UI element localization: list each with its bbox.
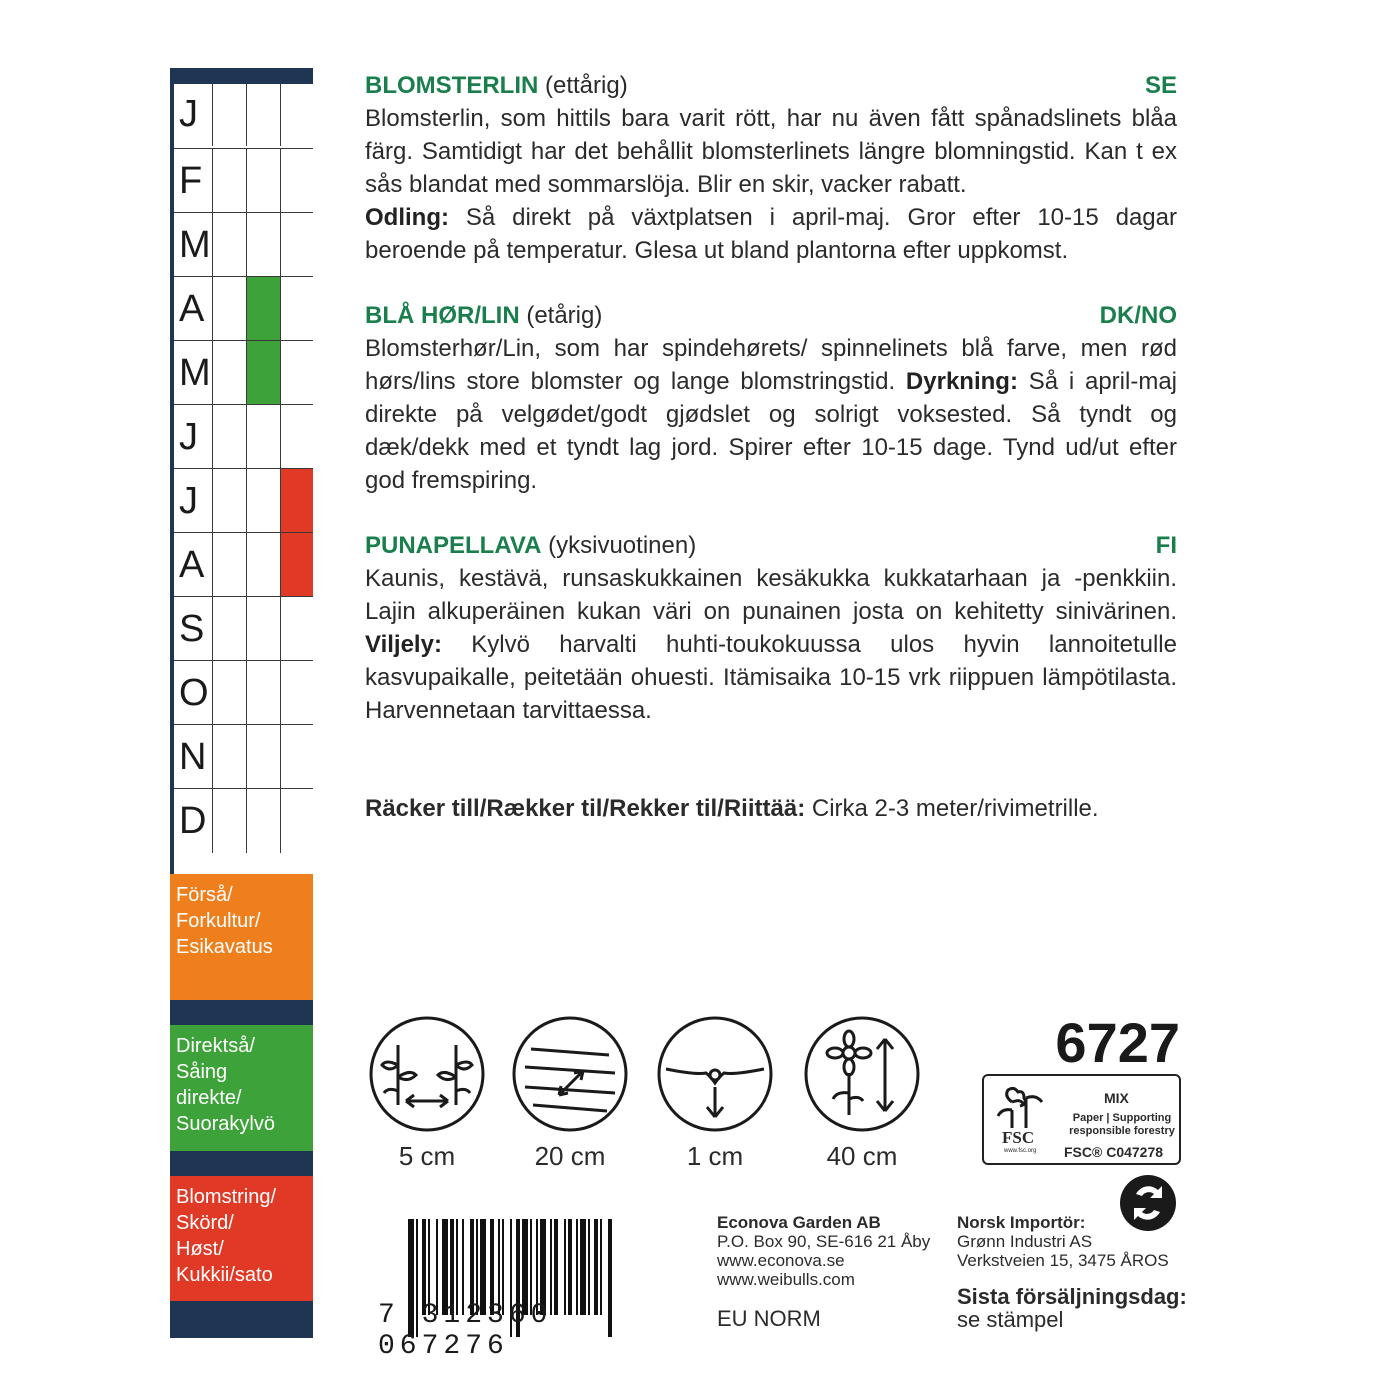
language-code: SE [1144, 72, 1177, 99]
calendar-cell [280, 149, 313, 213]
importer-label: Norsk Importör: [957, 1213, 1086, 1232]
calendar-cell [246, 277, 280, 341]
month-letter: N [179, 736, 207, 778]
calendar-row [174, 532, 313, 596]
coverage-value: Cirka 2-3 meter/rivimetrille. [811, 795, 1099, 822]
calendar-cell [246, 149, 280, 213]
company-website: www.econova.se [717, 1251, 845, 1270]
calendar-cell [212, 405, 246, 469]
legend-presow-line: Förså/ [176, 884, 233, 906]
month-letter: J [179, 416, 198, 458]
section-swedish [365, 69, 1177, 267]
section-finnish [365, 529, 1177, 727]
legend-direct-sow [170, 1025, 313, 1151]
product-number: 6727 [1055, 1011, 1180, 1074]
sowing-depth [650, 1015, 780, 1172]
calendar-row [174, 468, 313, 532]
calendar-cell [246, 725, 280, 789]
month-letter: F [179, 160, 203, 202]
sowing-depth-icon [656, 1015, 774, 1133]
calendar-row [174, 596, 313, 660]
calendar-row [174, 148, 313, 212]
section-body [365, 102, 1177, 267]
description: Blomsterhør/Lin, som har spindehørets/ spinnelinets blå farve, men rød hørs/lins store blomster og lange blomstringstid. [365, 335, 1177, 395]
plant-spacing-icon [368, 1015, 486, 1133]
fsc-logo-text: FSC [1002, 1128, 1035, 1147]
legend-direct-line: Direktså/ [176, 1035, 255, 1057]
product-subtitle: (etårig) [526, 302, 603, 329]
product-subtitle: (yksivuotinen) [548, 532, 697, 559]
importer-info [957, 1213, 1169, 1270]
month-letter: J [179, 480, 198, 522]
legend-bloom [170, 1176, 313, 1301]
company-info [717, 1213, 930, 1289]
fsc-description: Paper | Supporting responsible forestry [1069, 1112, 1175, 1137]
section-body [365, 562, 1177, 727]
calendar-cell [212, 213, 246, 277]
fsc-mix: MIX [1104, 1090, 1129, 1106]
legend-bloom-line: Høst/ [176, 1238, 224, 1260]
section-title [365, 299, 602, 332]
last-sale-value: se stämpel [957, 1307, 1064, 1332]
calendar-row [174, 724, 313, 788]
language-code: DK/NO [1099, 302, 1177, 329]
plant-height-label: 40 cm [826, 1141, 898, 1171]
row-spacing-icon [511, 1015, 629, 1133]
legend-bloom-line: Kukkii/sato [176, 1264, 273, 1286]
legend-direct-line: Såing [176, 1061, 228, 1083]
plant-spacing [362, 1015, 492, 1172]
month-letter: M [179, 352, 211, 394]
month-letter: A [179, 544, 205, 586]
calendar-cell [280, 213, 313, 277]
calendar-row [174, 660, 313, 724]
section-title [365, 529, 696, 562]
month-letter: M [179, 224, 211, 266]
legend-presow-line: Forkultur/ [176, 910, 261, 932]
description: Kaunis, kestävä, runsaskukkainen kesäkukka kukkatarhaan ja -penkkiin. Lajin alkuperäinen kukan väri on punainen josta on kehitetty sinivärinen. [365, 565, 1177, 625]
month-letter: O [179, 672, 209, 714]
plant-height [797, 1015, 927, 1172]
calendar-row [174, 788, 313, 852]
legend-bloom-line: Skörd/ [176, 1212, 234, 1234]
calendar-cell [246, 533, 280, 597]
product-name: BLOMSTERLIN [365, 72, 539, 99]
calendar-row [174, 340, 313, 404]
last-sale-date [957, 1285, 1187, 1331]
cultivation-text: Så i april-maj direkte på velgødet/godt gjødslet og solrigt voksested. Så tyndt og dæk/dekk med et tyndt lag jord. Spirer efter 10-15 dage. Tynd ud/ut efter god fremspiring. [365, 368, 1178, 494]
company-name: Econova Garden AB [717, 1213, 881, 1232]
calendar-cell [280, 277, 313, 341]
product-name: BLÅ HØR/LIN [365, 302, 520, 329]
calendar-cell [280, 533, 313, 597]
sowing-calendar [170, 68, 313, 1338]
calendar-row [174, 276, 313, 340]
calendar-cell [280, 341, 313, 405]
calendar-cell [212, 725, 246, 789]
product-subtitle: (ettårig) [545, 72, 628, 99]
barcode-digits: 7 312360 067276 [378, 1300, 553, 1362]
fsc-label [982, 1074, 1181, 1165]
calendar-cell [212, 277, 246, 341]
plant-spacing-label: 5 cm [398, 1141, 456, 1171]
calendar-cell [280, 725, 313, 789]
fsc-code: FSC® C047278 [1064, 1144, 1164, 1160]
calendar-cell [212, 149, 246, 213]
cultivation-label: Viljely: [365, 631, 442, 658]
calendar-cell [246, 82, 280, 146]
calendar-cell [280, 597, 313, 661]
language-code: FI [1155, 532, 1177, 559]
cultivation-text: Kylvö harvalti huhti-toukokuussa ulos hyvin lannoitetulle kasvupaikalle, peitetään ohuesti. Itämisaika 10-15 vrk riippuen lämpötilasta. Harvennetaan tarvittaessa. [365, 631, 1177, 724]
calendar-cell [212, 661, 246, 725]
legend-presow [170, 874, 313, 1000]
cultivation-label: Dyrkning: [905, 368, 1018, 395]
calendar-cell [246, 213, 280, 277]
cultivation-text: Så direkt på växtplatsen i april-maj. Gror efter 10-15 dagar beroende på temperatur. Glesa ut bland plantorna efter uppkomst. [365, 204, 1177, 264]
calendar-cell [280, 82, 313, 146]
row-spacing-label: 20 cm [534, 1141, 606, 1171]
month-letter: S [179, 608, 205, 650]
product-name: PUNAPELLAVA [365, 532, 542, 559]
legend-direct-line: Suorakylvö [176, 1113, 275, 1135]
calendar-cell [246, 661, 280, 725]
calendar-cell [246, 341, 280, 405]
eu-norm: EU NORM [717, 1306, 821, 1331]
calendar-cell [280, 469, 313, 533]
legend-bloom-line: Blomstring/ [176, 1186, 277, 1208]
company-address: P.O. Box 90, SE-616 21 Åby [717, 1232, 931, 1251]
calendar-cell [246, 597, 280, 661]
section-body [365, 332, 1177, 497]
calendar-cell [212, 469, 246, 533]
calendar-cell [212, 597, 246, 661]
calendar-cell [212, 789, 246, 853]
month-letter: J [179, 93, 198, 135]
calendar-cell [246, 405, 280, 469]
month-grid [174, 84, 313, 922]
month-letter: D [179, 800, 207, 842]
fsc-url: www.fsc.org [1004, 1148, 1037, 1154]
plant-height-icon [803, 1015, 921, 1133]
company-website: www.weibulls.com [717, 1270, 855, 1289]
calendar-cell [280, 661, 313, 725]
last-sale-label: Sista försäljningsdag: [957, 1284, 1187, 1309]
calendar-cell [212, 533, 246, 597]
calendar-cell [280, 405, 313, 469]
coverage-info [365, 792, 1177, 825]
calendar-cell [246, 469, 280, 533]
coverage-label: Räcker till/Rækker til/Rekker til/Riittää: [365, 795, 806, 822]
section-danish-norwegian [365, 299, 1177, 497]
calendar-row [174, 212, 313, 276]
importer-name: Grønn Industri AS [957, 1232, 1093, 1251]
legend-presow-line: Esikavatus [176, 936, 273, 958]
calendar-row [174, 82, 313, 146]
section-title [365, 69, 628, 102]
month-letter: A [179, 288, 205, 330]
calendar-cell [212, 82, 246, 146]
calendar-cell [246, 789, 280, 853]
calendar-cell [212, 341, 246, 405]
description: Blomsterlin, som hittils bara varit rött, har nu även fått spånadslinets blåa färg. Samtidigt har det behållit blomsterlinets längre blomningstid. Kan t ex sås blandat med sommarslöja. Blir en skir, vacker rabatt. [365, 105, 1177, 198]
row-spacing [505, 1015, 635, 1172]
calendar-cell [280, 789, 313, 853]
cultivation-label: Odling: [365, 204, 449, 231]
sowing-depth-label: 1 cm [686, 1141, 744, 1171]
legend-direct-line: direkte/ [176, 1087, 242, 1109]
calendar-row [174, 404, 313, 468]
importer-address: Verkstveien 15, 3475 ÅROS [957, 1251, 1169, 1270]
